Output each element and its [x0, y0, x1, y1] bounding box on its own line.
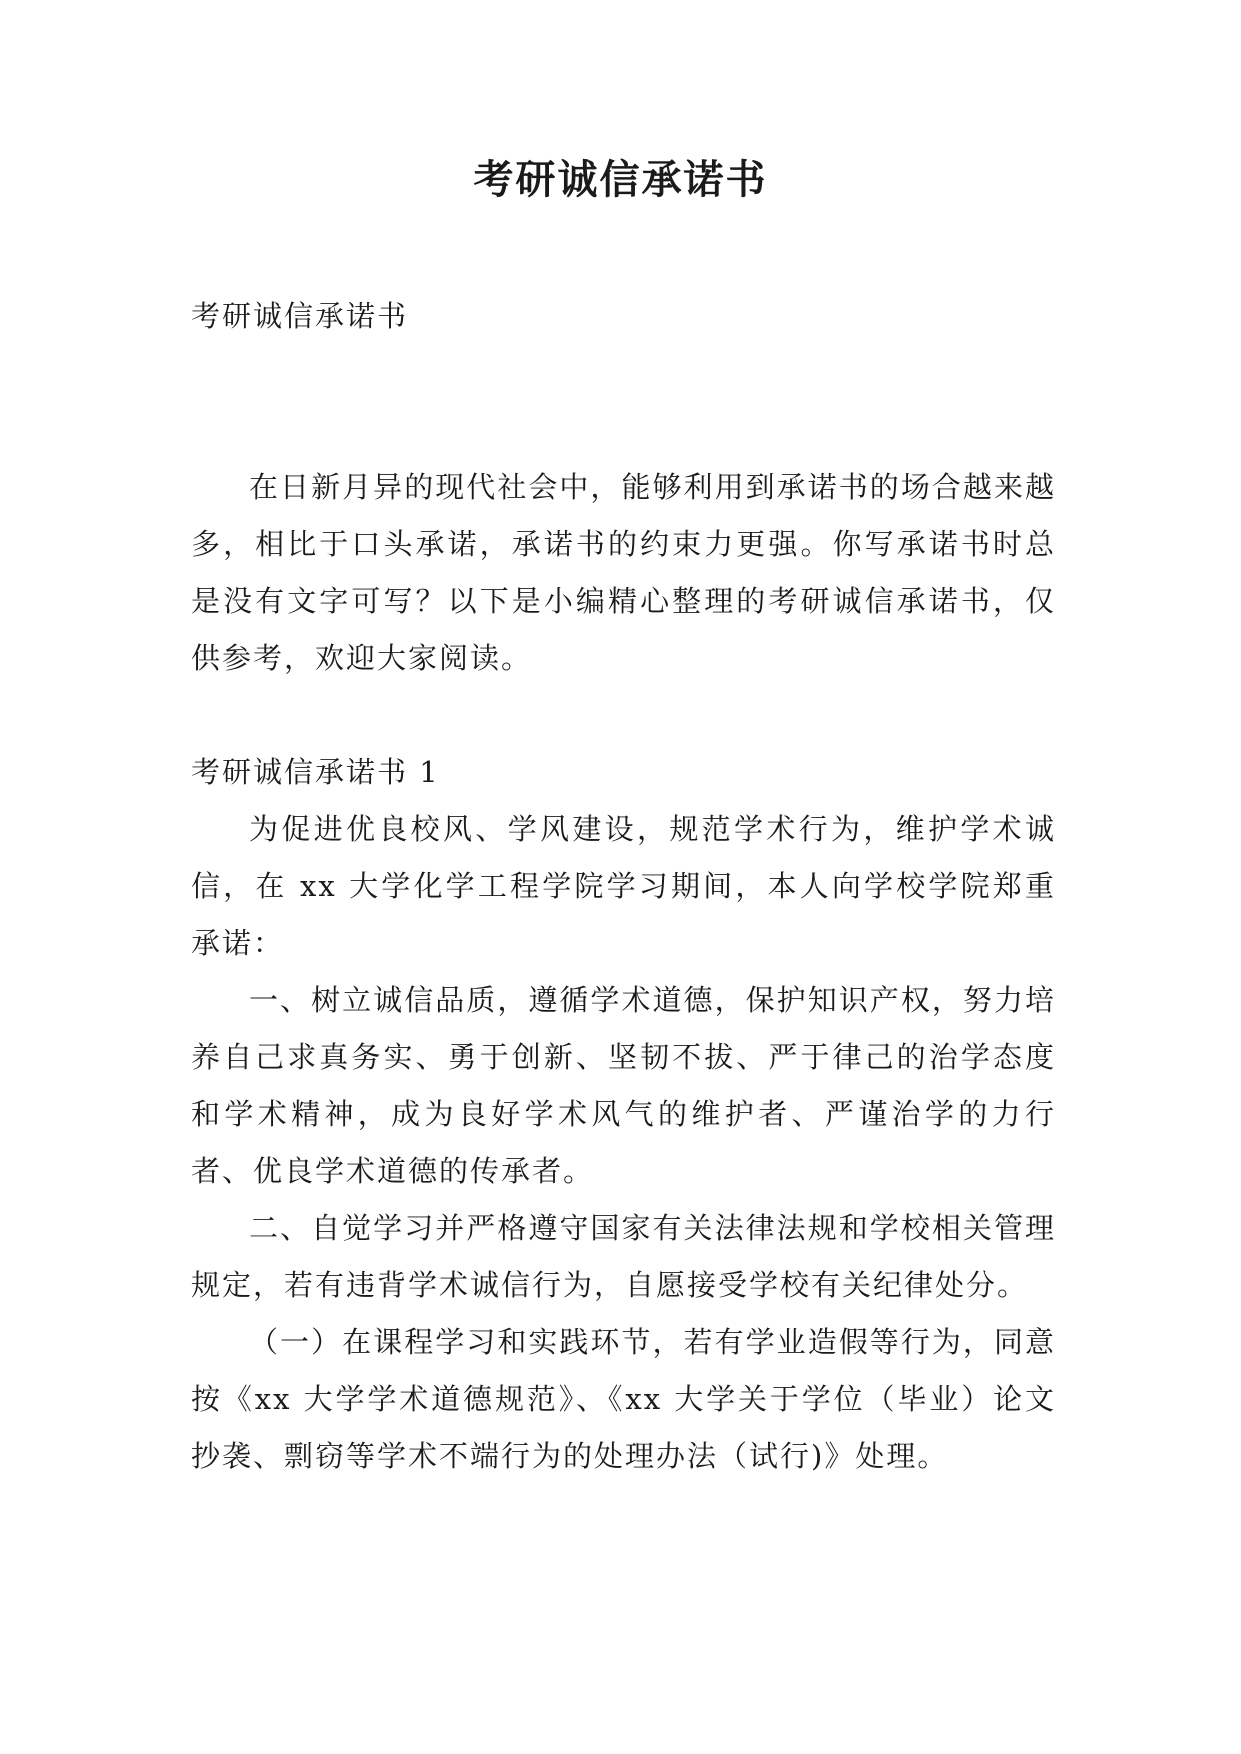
section-heading: 考研诚信承诺书 1 [191, 755, 440, 789]
document-body [191, 288, 1056, 1485]
blank-space [191, 687, 1056, 744]
body-paragraph: 为促进优良校风、学风建设，规范学术行为，维护学术诚信，在 xx 大学化学工程学院学习期间，本人向学校学院郑重承诺： [191, 812, 1056, 960]
document-title: 考研诚信承诺书 [473, 156, 768, 203]
document-subtitle: 考研诚信承诺书 [191, 299, 409, 333]
body-paragraph: 二、自觉学习并严格遵守国家有关法律法规和学校相关管理规定，若有违背学术诚信行为，自愿接受学校有关纪律处分。 [191, 1211, 1056, 1302]
intro-paragraph: 在日新月异的现代社会中，能够利用到承诺书的场合越来越多，相比于口头承诺，承诺书的约束力更强。你写承诺书时总是没有文字可写？以下是小编精心整理的考研诚信承诺书，仅供参考，欢迎大家阅读。 [191, 470, 1056, 675]
body-paragraph: 一、树立诚信品质，遵循学术道德，保护知识产权，努力培养自己求真务实、勇于创新、坚韧不拔、严于律己的治学态度和学术精神，成为良好学术风气的维护者、严谨治学的力行者、优良学术道德的传承者。 [191, 983, 1056, 1188]
body-paragraph: （一）在课程学习和实践环节，若有学业造假等行为，同意按《xx 大学学术道德规范》、《xx 大学关于学位（毕业）论文抄袭、剽窃等学术不端行为的处理办法（试行)》处理。 [191, 1325, 1056, 1473]
blank-space [191, 345, 1056, 459]
